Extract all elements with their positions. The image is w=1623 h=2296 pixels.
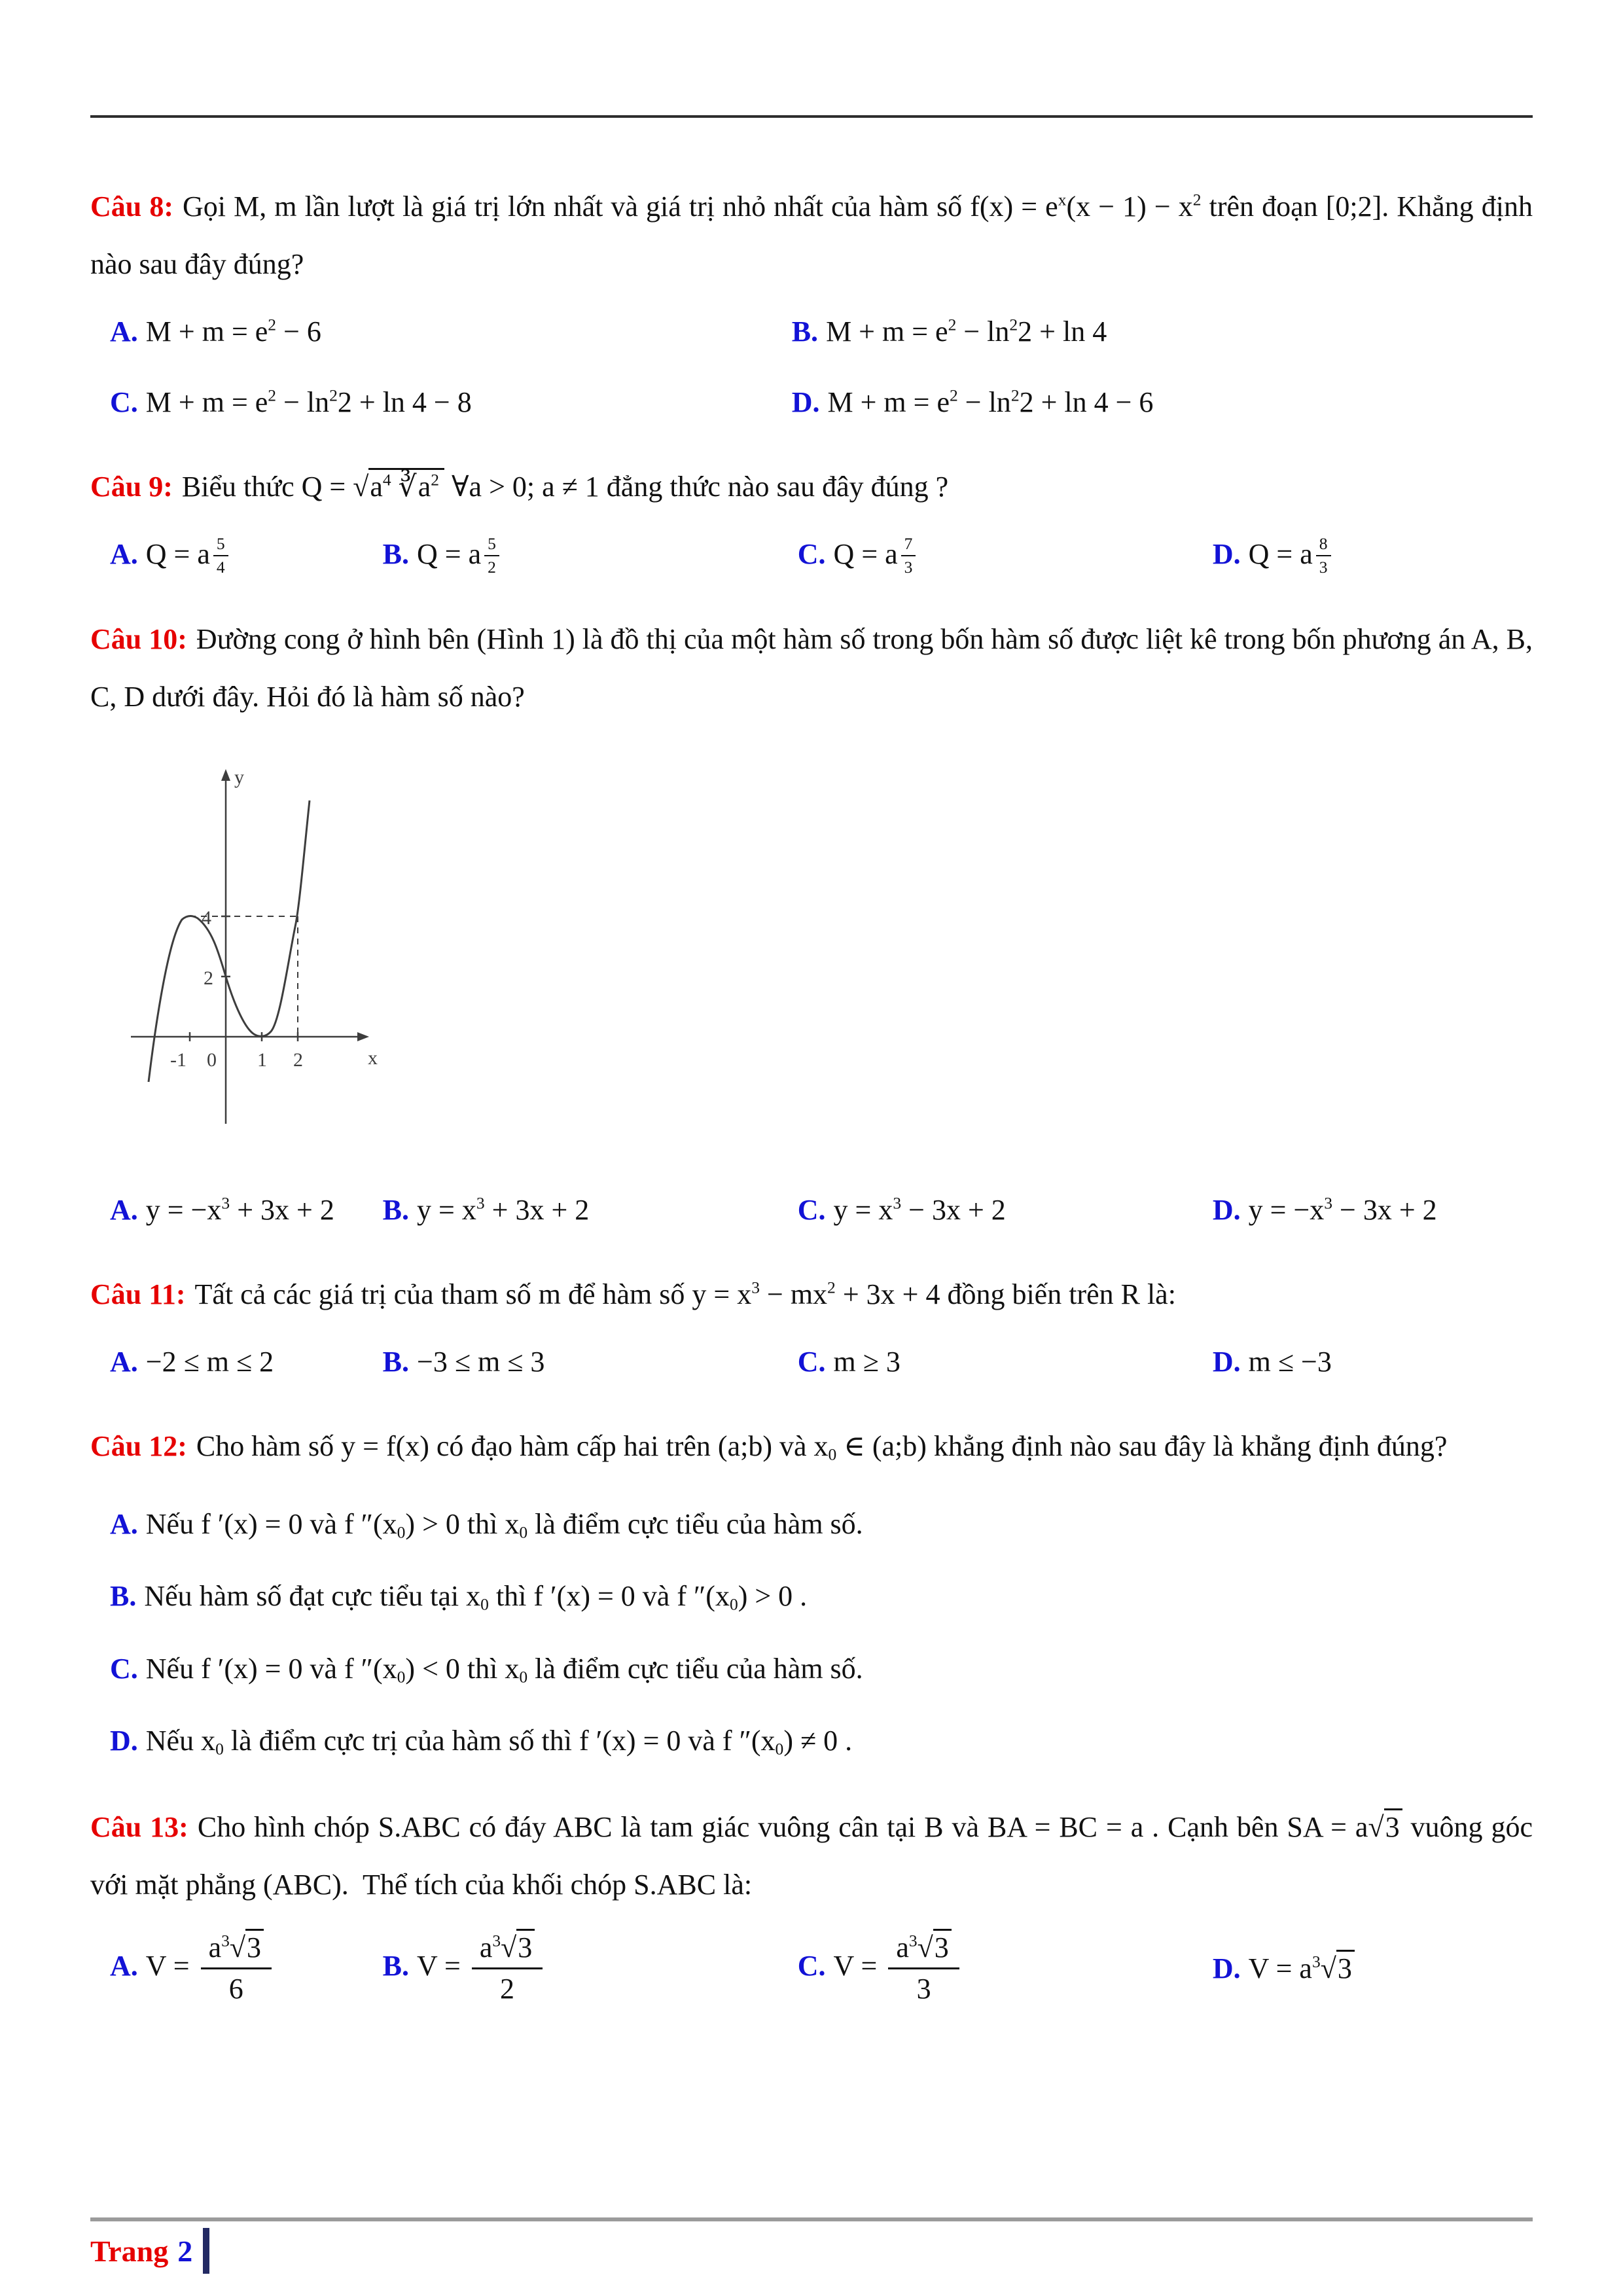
question-8-stem: [90, 178, 1533, 293]
figure-hinh-1: [105, 745, 1533, 1172]
option-text: $y = -x^3 - 3x + 2$: [1248, 1193, 1437, 1226]
option-text: Q = a $\frac{5}{2}$: [417, 538, 499, 570]
option-d: [792, 381, 1533, 424]
page-footer: [90, 2217, 1533, 2274]
option-letter: D.: [791, 386, 820, 418]
question-13-text: Cho hình chóp S.ABC có đáy ABC là tam giác vuông cân tại B và BA = BC = a . Cạnh bên SA = a√3 vuông góc với mặt phẳng (ABC). Thể tích của khối chóp S.ABC là:: [90, 1808, 1533, 1901]
y-axis-label: y: [234, 766, 244, 788]
question-10-options: [90, 1189, 1533, 1232]
option-text: Nếu f ′(x) = 0 và f $''(x_0) > 0$ thì $x_0$ là điểm cực tiểu của hàm số.: [145, 1507, 863, 1542]
question-8-options: [90, 310, 1533, 424]
footer-row: [90, 2228, 1533, 2274]
option-d: [1213, 1189, 1533, 1232]
x-axis-arrow: [357, 1032, 369, 1041]
tick-label-x-minus1: -1: [170, 1049, 187, 1071]
option-c: [110, 381, 792, 424]
option-text: $M + m = e^2 - 6$: [145, 315, 321, 348]
option-letter: A.: [110, 1345, 138, 1378]
question-13-options: [90, 1931, 1533, 2007]
option-b: [383, 533, 798, 577]
footer-rule: [90, 2217, 1533, 2221]
option-letter: A.: [110, 1949, 138, 1982]
cubic-curve: [149, 800, 310, 1082]
tick-label-x-2: 2: [293, 1049, 303, 1071]
option-letter: B.: [382, 1949, 410, 1982]
option-text: −2 ≤ m ≤ 2: [145, 1345, 274, 1378]
option-b: [383, 1189, 798, 1232]
question-10-label: Câu 10:: [90, 622, 187, 655]
option-d: [1213, 1947, 1533, 1990]
footer-page-number: 2: [177, 2234, 193, 2268]
tick-label-y-4: 4: [202, 906, 211, 929]
option-text: $V = a^3√3$: [1249, 1952, 1355, 1984]
x-axis-label: x: [368, 1047, 378, 1069]
option-text: m ≥ 3: [833, 1345, 901, 1378]
option-a: [110, 310, 792, 353]
function-graph: [105, 745, 399, 1164]
option-d: [1213, 1340, 1533, 1384]
option-a: [110, 1501, 1533, 1547]
option-c: [110, 1646, 1533, 1692]
question-8-text: Gọi M, m lần lượt là giá trị lớn nhất và giá trị nhỏ nhất của hàm số $f(x) = e^x(x - 1) - x^2$ trên đoạn [0;2]. Khẳng định nào sau đây đúng?: [90, 190, 1533, 280]
question-8: [90, 178, 1533, 424]
option-text: $y = x^3 + 3x + 2$: [417, 1193, 590, 1226]
option-text: V = $\frac{a^3√3}{6}$: [146, 1950, 276, 1982]
option-letter: C.: [797, 1193, 826, 1226]
question-10-stem: [90, 611, 1533, 726]
option-b: [792, 310, 1533, 353]
question-12-stem: [90, 1418, 1533, 1475]
question-9: [90, 458, 1533, 577]
question-12: [90, 1418, 1533, 1765]
option-b: [383, 1931, 798, 2007]
tick-label-x-0: 0: [207, 1049, 217, 1071]
option-c: [798, 1931, 1213, 2007]
option-letter: C.: [797, 1949, 826, 1982]
option-d: [1213, 533, 1533, 577]
option-text: $M + m = e^2 - \ln^22 + \ln 4 - 8$: [145, 386, 472, 418]
option-d: [110, 1718, 1533, 1764]
option-letter: A.: [110, 1507, 138, 1540]
option-letter: C.: [797, 538, 826, 570]
footer-page-label: Trang: [90, 2234, 169, 2268]
question-11: [90, 1266, 1533, 1384]
option-b: [110, 1573, 1533, 1619]
option-letter: A.: [110, 315, 138, 348]
question-11-stem: [90, 1266, 1533, 1323]
option-a: [110, 1189, 383, 1232]
option-text: $M + m = e^2 - \ln^22 + \ln 4$: [826, 315, 1107, 348]
option-text: Nếu hàm số đạt cực tiểu tại $x_0$ thì f ′(x) = 0 và f $''(x_0) > 0$ .: [144, 1580, 808, 1614]
question-13: [90, 1799, 1533, 2007]
option-a: [110, 1340, 383, 1384]
question-13-stem: [90, 1799, 1533, 1914]
option-letter: B.: [382, 538, 410, 570]
question-12-label: Câu 12:: [90, 1429, 187, 1462]
option-text: Q = a $\frac{5}{4}$: [146, 538, 228, 570]
option-b: [383, 1340, 798, 1384]
question-12-options: [90, 1501, 1533, 1765]
option-c: [798, 1340, 1213, 1384]
option-letter: D.: [110, 1725, 138, 1757]
option-letter: C.: [797, 1345, 826, 1378]
question-10: [90, 611, 1533, 1232]
option-letter: A.: [110, 538, 138, 570]
option-letter: A.: [110, 1193, 138, 1226]
question-12-text: Cho hàm số y = f(x) có đạo hàm cấp hai trên (a;b) và $x_0$ ∈ (a;b) khẳng định nào sau đây là khẳng định đúng?: [196, 1429, 1448, 1464]
option-letter: D.: [1212, 1952, 1241, 1984]
question-9-options: [90, 533, 1533, 577]
option-a: [110, 533, 383, 577]
option-letter: D.: [1212, 1345, 1241, 1378]
option-c: [798, 1189, 1213, 1232]
question-9-label: Câu 9:: [90, 471, 173, 503]
question-9-text: Biểu thức $Q = √a^4$ $∛a^2$ ∀a > 0; a ≠ 1 đẳng thức nào sau đây đúng ?: [182, 468, 948, 503]
option-text: m ≤ −3: [1248, 1345, 1332, 1378]
option-text: V = $\frac{a^3√3}{2}$: [417, 1950, 546, 1982]
question-11-text: Tất cả các giá trị của tham số m để hàm số $y = x^3 - mx^2 + 3x + 4$ đồng biến trên R là:: [194, 1278, 1176, 1310]
option-letter: C.: [110, 1652, 138, 1685]
question-13-label: Câu 13:: [90, 1810, 188, 1843]
option-text: $y = -x^3 + 3x + 2$: [145, 1193, 334, 1226]
header-rule: [90, 115, 1533, 118]
tick-label-y-2: 2: [204, 967, 213, 989]
y-axis-arrow: [221, 769, 230, 781]
question-9-stem: [90, 458, 1533, 516]
option-letter: B.: [382, 1345, 410, 1378]
option-text: Nếu $x_0$ là điểm cực trị của hàm số thì f ′(x) = 0 và f $''(x_0) \ne 0$ .: [145, 1725, 853, 1759]
option-letter: B.: [110, 1580, 137, 1613]
option-text: $y = x^3 - 3x + 2$: [833, 1193, 1006, 1226]
question-11-options: [90, 1340, 1533, 1384]
option-c: [798, 533, 1213, 577]
tick-label-x-1: 1: [257, 1049, 267, 1071]
option-letter: B.: [382, 1193, 410, 1226]
option-a: [110, 1931, 383, 2007]
question-8-label: Câu 8:: [90, 190, 173, 223]
question-10-text: Đường cong ở hình bên (Hình 1) là đồ thị của một hàm số trong bốn hàm số được liệt kê trong bốn phương án A, B, C, D dưới đây. Hỏi đó là hàm số nào?: [90, 622, 1533, 713]
option-letter: C.: [110, 386, 138, 418]
option-letter: D.: [1212, 538, 1241, 570]
question-11-label: Câu 11:: [90, 1278, 186, 1310]
option-text: $M + m = e^2 - \ln^22 + \ln 4 - 6$: [827, 386, 1154, 418]
option-text: Q = a $\frac{7}{3}$: [834, 538, 916, 570]
option-text: Nếu f ′(x) = 0 và f $''(x_0) < 0$ thì $x_0$ là điểm cực tiểu của hàm số.: [145, 1652, 863, 1687]
option-letter: D.: [1212, 1193, 1241, 1226]
option-letter: B.: [791, 315, 819, 348]
option-text: Q = a $\frac{8}{3}$: [1249, 538, 1331, 570]
option-text: V = $\frac{a^3√3}{3}$: [834, 1950, 963, 1982]
footer-cursor-bar: [203, 2228, 209, 2274]
option-text: −3 ≤ m ≤ 3: [417, 1345, 545, 1378]
